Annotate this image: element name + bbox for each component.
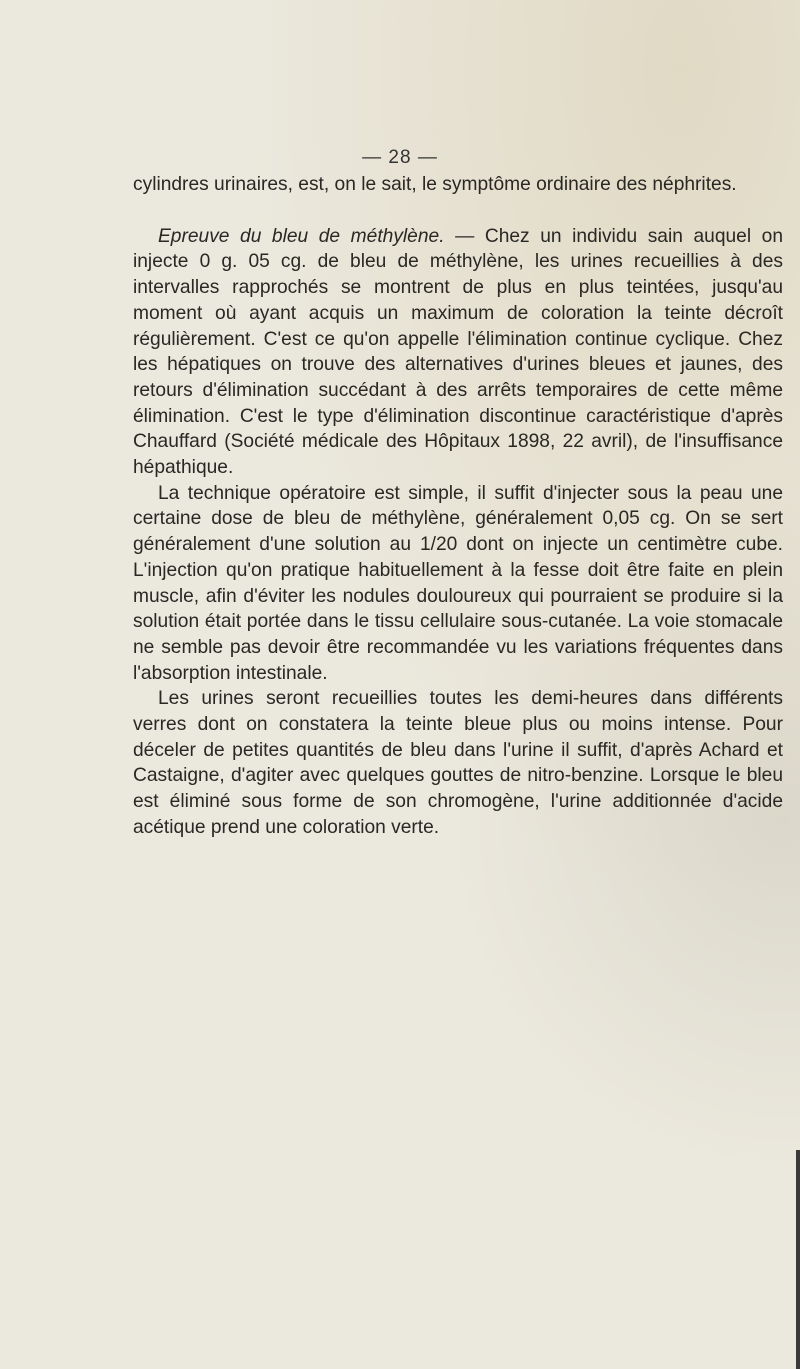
body-text <box>133 172 783 841</box>
page-number: — 28 — <box>362 147 438 168</box>
paragraph-methylene-test <box>133 224 783 481</box>
paragraph-continuation: cylindres urinaires, est, on le sait, le symptôme ordinaire des néphrites. <box>133 174 737 195</box>
page-edge-shadow <box>796 1150 800 1369</box>
section-heading-italic: Epreuve du bleu de méthylène. <box>158 225 445 247</box>
paragraph-methylene-test-text: — Chez un individu sain auquel on injecte 0 g. 05 cg. de bleu de méthylène, les urines recueillies à des intervalles rapprochés se montrent de plus en plus teintées, jusqu'au moment où ayant acquis un maximum de coloration la teinte décroît régulièrement. C'est ce qu'on appelle l'élimination continue cyclique. Chez les hépatiques on trouve des alternatives d'urines bleues et jaunes, des retours d'élimination succédant à des arrêts temporaires de cette même élimination. C'est le type d'élimination discontinue caractéristique d'après Chauffard (Société médicale des Hôpitaux 1898, 22 avril), de l'insuffisance hépathique. <box>133 225 783 479</box>
paragraph-gap <box>133 198 783 224</box>
paragraph-technique: La technique opératoire est simple, il suffit d'injecter sous la peau une certaine dose de bleu de méthylène, généralement 0,05 cg. On se sert généralement d'une solution au 1/20 dont on injecte un centimètre cube. L'injection qu'on pratique habituellement à la fesse doit être faite en plein muscle, afin d'éviter les nodules douloureux qui pourraient se produire si la solution était portée dans le tissu cellulaire sous-cutanée. La voie stomacale ne semble pas devoir être recommandée vu les variations fréquentes dans l'absorption intestinale. <box>133 482 783 684</box>
paragraph-urine-collection: Les urines seront recueillies toutes les demi-heures dans différents verres dont on constatera la teinte bleue plus ou moins intense. Pour déceler de petites quantités de bleu dans l'urine il suffit, d'après Achard et Castaigne, d'agiter avec quelques gouttes de nitro-benzine. Lorsque le bleu est éliminé sous forme de son chromogène, l'urine additionnée d'acide acétique prend une coloration verte. <box>133 688 783 838</box>
